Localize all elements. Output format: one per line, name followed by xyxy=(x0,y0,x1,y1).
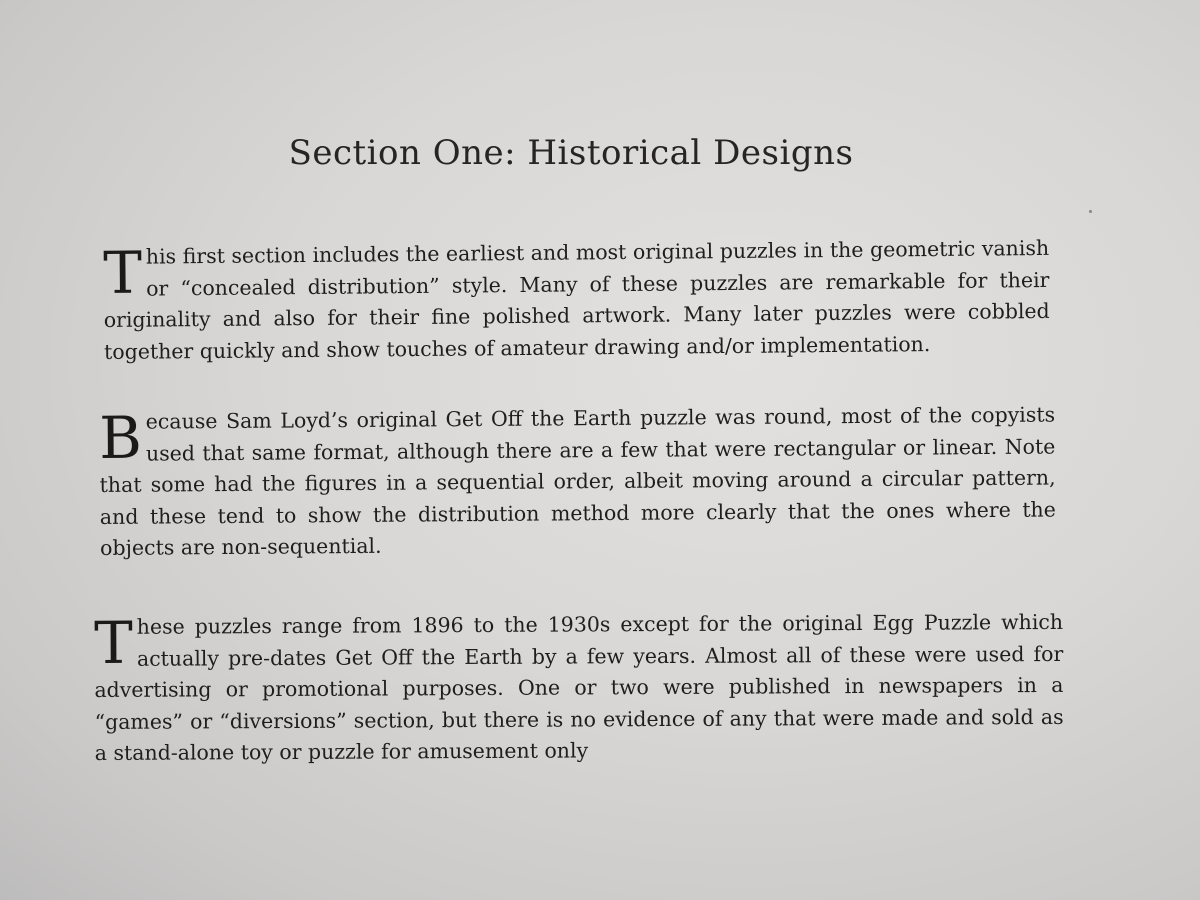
drop-cap-2: B xyxy=(98,403,143,472)
page-title: Section One: Historical Designs xyxy=(288,133,854,173)
paper-speck xyxy=(1089,210,1092,213)
paragraph-3-text: hese puzzles range from 1896 to the 1930s except for the original Egg Puzzle which actually pre-dates Get Off the Earth by a few years. Almost all of these were used for advertising or promotional purposes. One or two were published in newspapers in a “games” or “diversions” section, but there is no evidence of any that were made and sold as a stand-alone toy or puzzle for amusement only xyxy=(94,609,1064,765)
paragraph-1-text: his first section includes the earliest and most original puzzles in the geometric vanish or “concealed distribution” style. Many of these puzzles are remarkable for their originality and also for their fine polished artwork. Many later puzzles were cobbled together quickly and show touches of amateur drawing and/or implementation. xyxy=(103,235,1050,364)
drop-cap-1: T xyxy=(102,238,143,307)
paragraph-1 xyxy=(103,233,1050,368)
paragraph-3 xyxy=(94,607,1064,770)
paragraph-2-text: ecause Sam Loyd’s original Get Off the Earth puzzle was round, most of the copyists used that same format, although there are a few that were rectangular or linear. Note that some had the figures in a sequential order, albeit moving around a circular pattern, and these tend to show the distribution method more clearly that the ones where the objects are non-sequential. xyxy=(99,402,1056,560)
drop-cap-3: T xyxy=(93,608,134,677)
paragraph-2 xyxy=(99,399,1056,564)
